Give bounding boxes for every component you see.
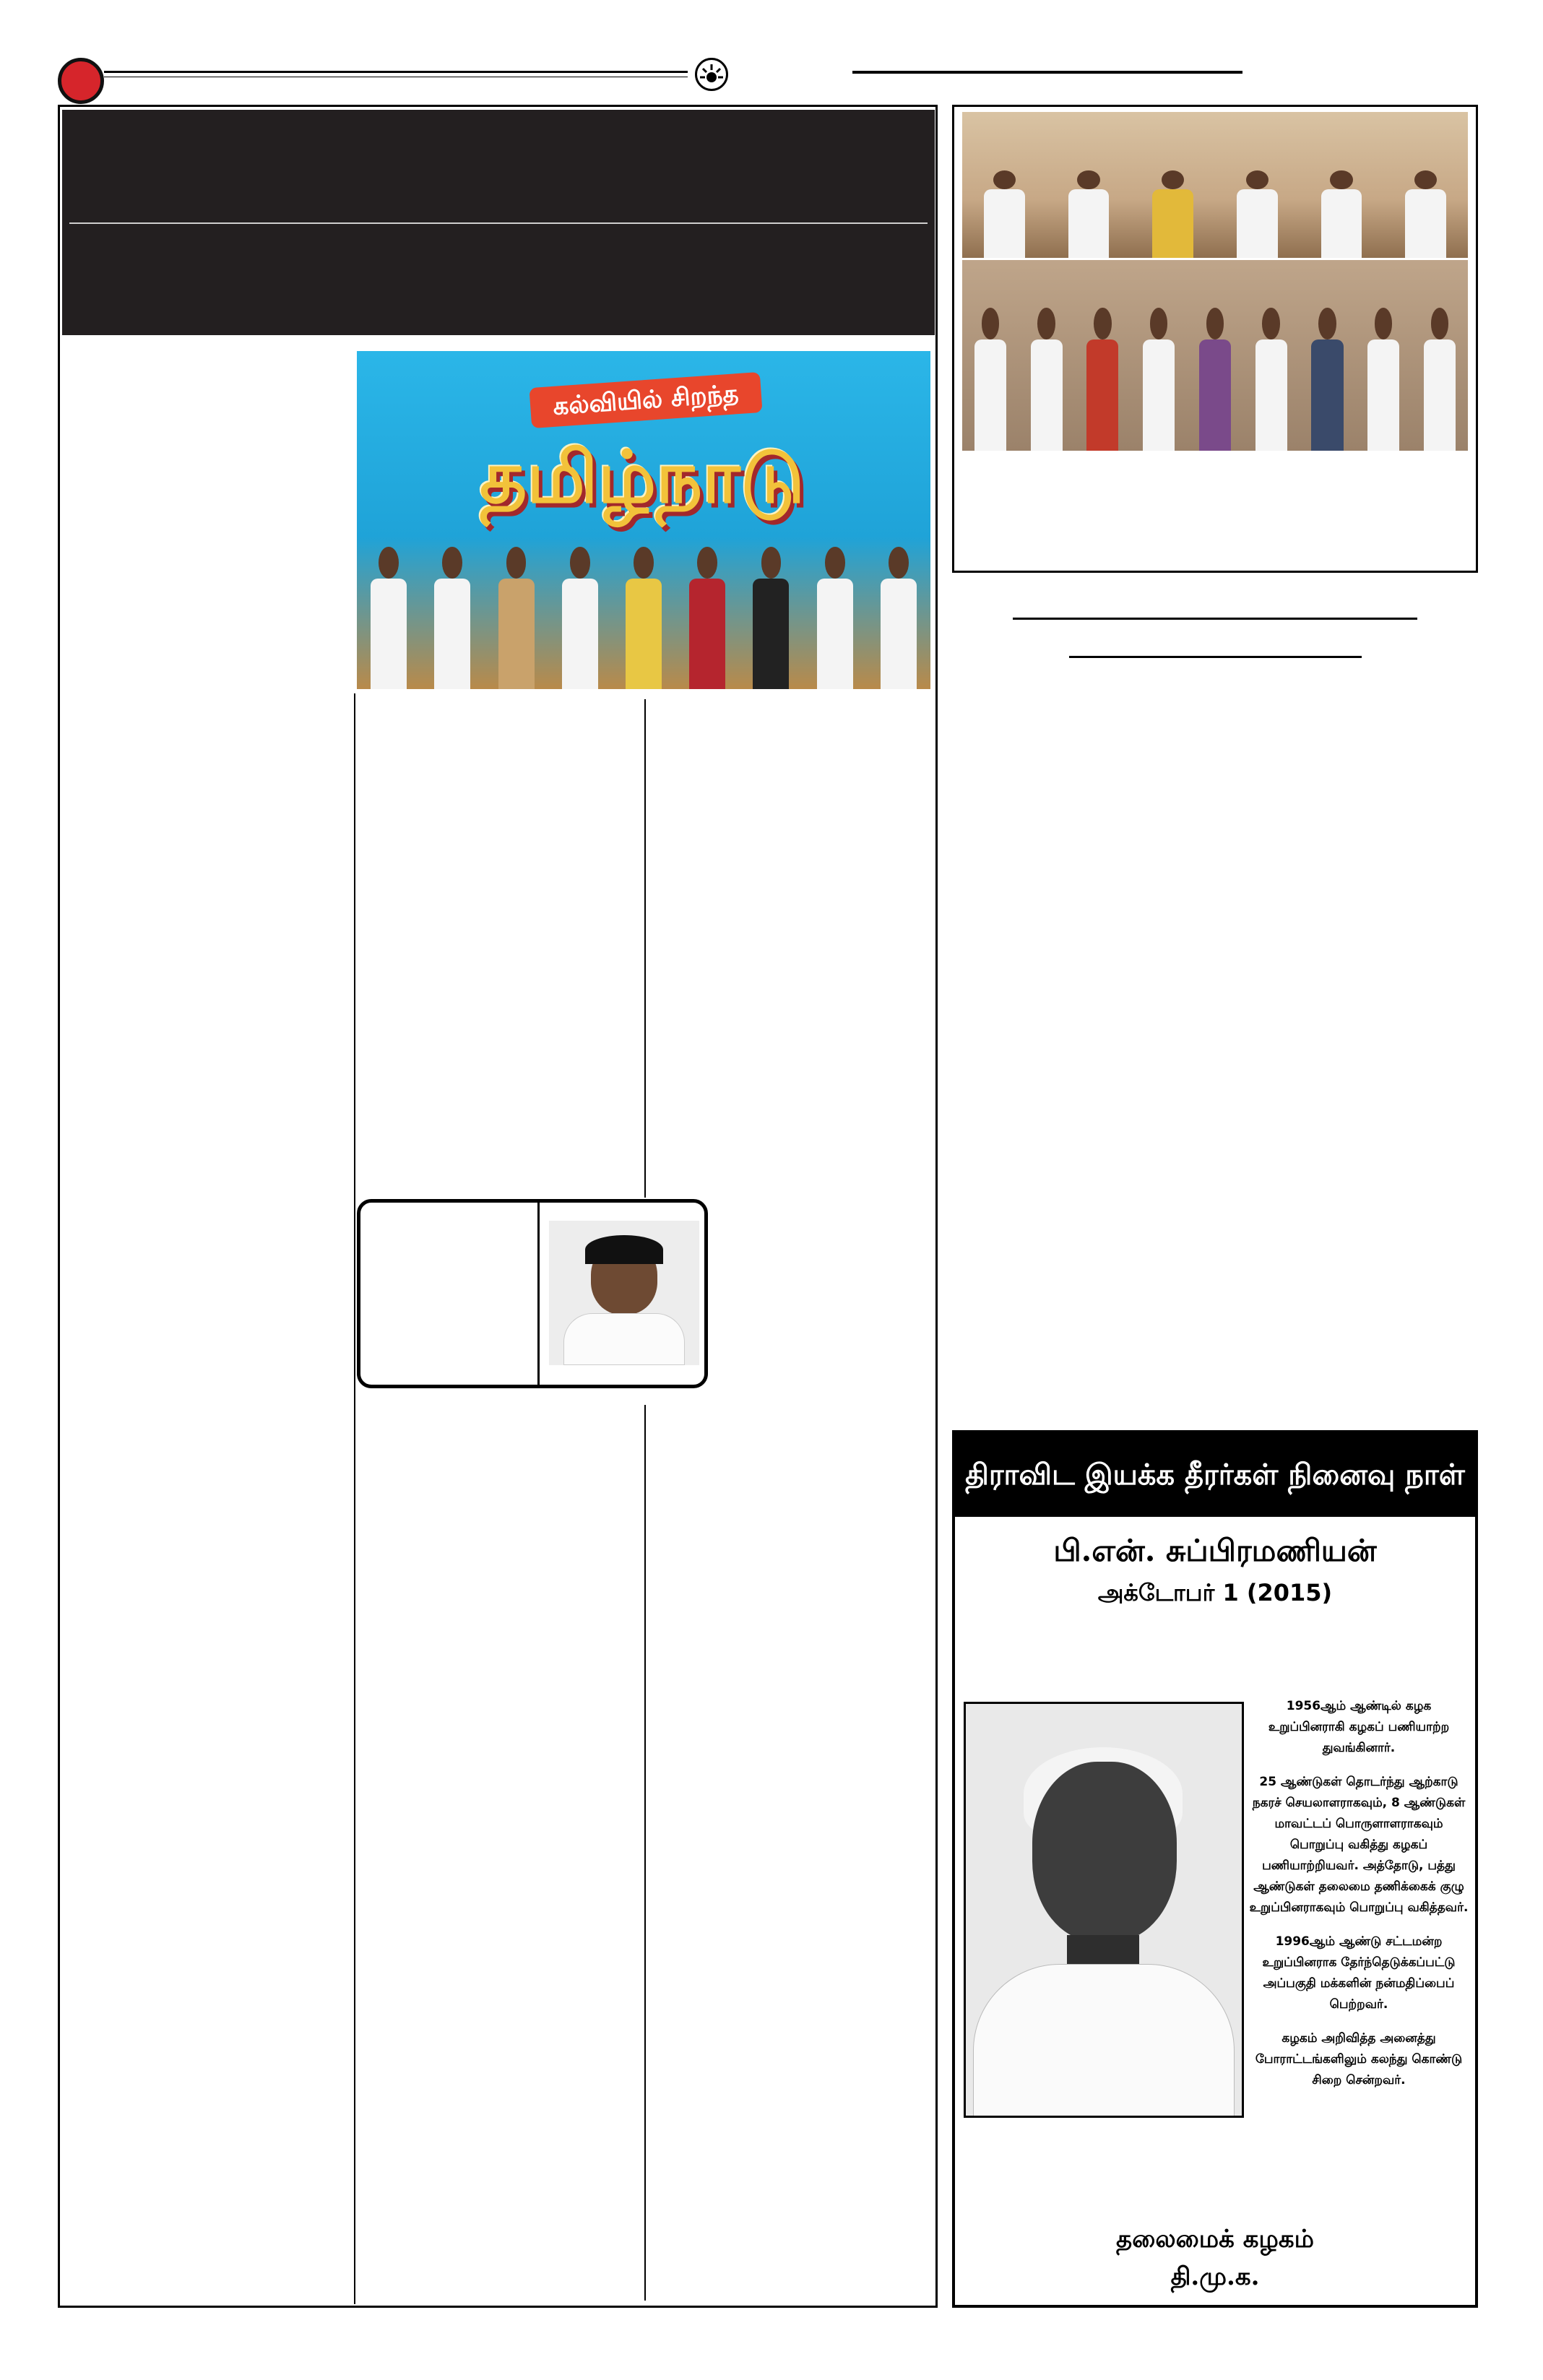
banner-text-line1: கல்வியில் சிறந்த [552, 379, 740, 421]
header-divider [69, 222, 928, 224]
column-rule-1 [354, 693, 355, 2304]
inset-divider [537, 1202, 540, 1385]
right-rule-1 [1013, 618, 1417, 620]
bio-paragraph-2: 25 ஆண்டுகள் தொடர்ந்து ஆற்காடு நகரச் செயலாளராகவும், 8 ஆண்டுகள் மாவட்டப் பொருளாளராகவும் பொறுப்பு வகித்து கழகப் பணியாற்றியவர். அத்தோடு, பத்து ஆண்டுகள் தலைமை தணிக்கைக் குழு உறுப்பினராகவும் பொறுப்பு வகித்தவர். [1249, 1775, 1469, 1915]
tribute-footer-line2: தி.மு.க. [1170, 2262, 1260, 2291]
tribute-footer-line1: தலைமைக் கழகம் [1116, 2225, 1314, 2254]
meeting-photo-top [962, 112, 1468, 258]
tribute-bio [1248, 1696, 1469, 2129]
tribute-heading-bar [955, 1433, 1475, 1517]
tribute-heading: திராவிட இயக்க தீரர்கள் நினைவு நாள் [965, 1458, 1465, 1492]
top-rule-left [104, 71, 688, 73]
tribute-name: பி.என். சுப்பிரமணியன் [1053, 1533, 1377, 1568]
column-rule-2b [644, 1405, 646, 2301]
tribute-date: அக்டோபர் 1 (2015) [1097, 1579, 1333, 1606]
main-event-photo [357, 351, 930, 689]
right-rule-2 [1069, 656, 1362, 658]
bio-paragraph-1: 1956ஆம் ஆண்டில் கழக உறுப்பினராகி கழகப் பணியாற்ற துவங்கினார். [1268, 1699, 1450, 1755]
rising-sun-emblem-icon [695, 58, 728, 91]
folio-circle [58, 58, 104, 104]
bio-paragraph-4: கழகம் அறிவித்த அனைத்து போராட்டங்களிலும் கலந்து கொண்டு சிறை சென்றவர். [1255, 2031, 1463, 2087]
column-rule-2a [644, 699, 646, 1198]
meeting-photo-audience [962, 260, 1468, 451]
banner-ribbon [529, 372, 762, 428]
banner-logo-text: தமிழ்நாடு [480, 435, 805, 519]
bio-paragraph-3: 1996ஆம் ஆண்டு சட்டமன்ற உறுப்பினராக தேர்ந்தெடுக்கப்பட்டு அப்பகுதி மக்களின் நன்மதிப்பைப் பெற்றவர். [1262, 1934, 1456, 2012]
top-rule-right [852, 71, 1242, 74]
tribute-portrait-photo [964, 1702, 1244, 2118]
event-backdrop-logo [465, 373, 819, 539]
dignitaries-group [357, 547, 930, 689]
inset-portrait-photo [549, 1221, 699, 1365]
